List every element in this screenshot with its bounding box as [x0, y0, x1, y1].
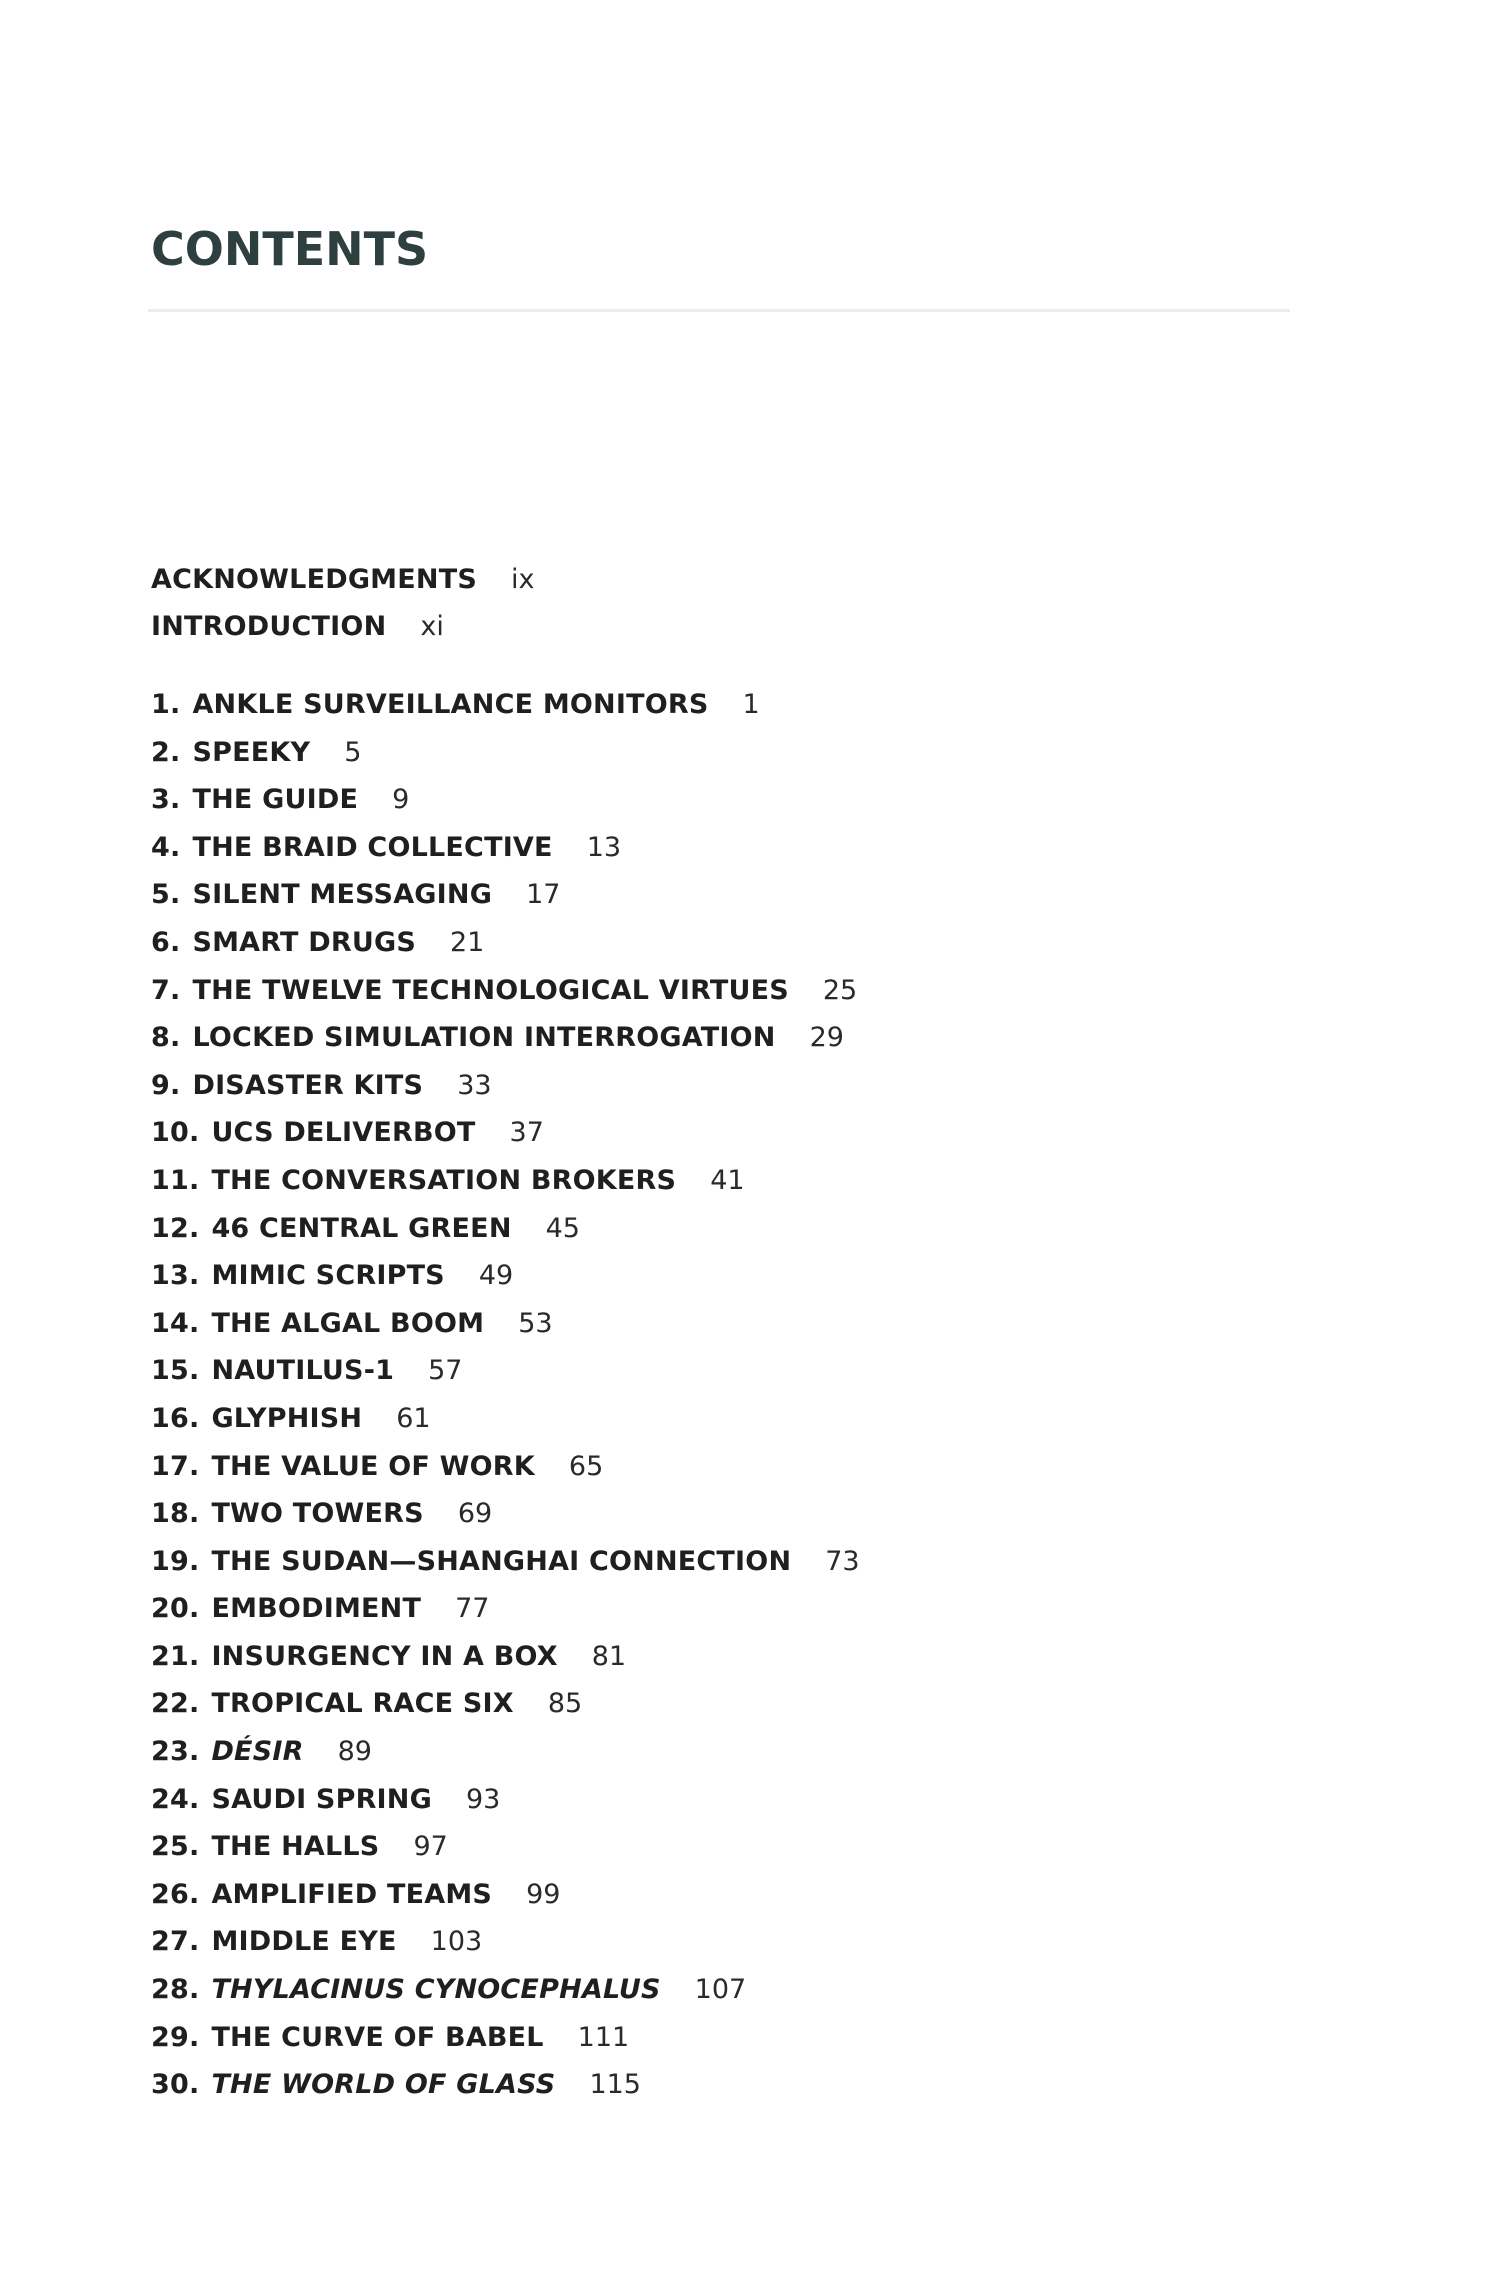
chapter-page-number: 25 [822, 974, 858, 1006]
chapter-number: 10. [151, 1117, 200, 1149]
chapter-title: NAUTILUS-1 [211, 1355, 395, 1387]
chapter-list [151, 681, 860, 2109]
chapter-page-number: 99 [526, 1878, 561, 1910]
chapter-entry[interactable] [151, 729, 860, 777]
chapter-page-number: 29 [809, 1022, 844, 1054]
chapter-entry[interactable] [151, 1062, 860, 1110]
front-matter-page: xi [420, 611, 444, 642]
chapter-entry[interactable] [151, 1776, 860, 1824]
chapter-title: SILENT MESSAGING [192, 879, 493, 911]
chapter-number: 16. [151, 1402, 200, 1434]
chapter-page-number: 37 [509, 1117, 544, 1149]
chapter-number: 26. [151, 1878, 200, 1910]
chapter-entry[interactable] [151, 871, 860, 919]
chapter-title: DISASTER KITS [192, 1069, 424, 1101]
chapter-title: THE GUIDE [192, 784, 359, 816]
chapter-entry[interactable] [151, 1680, 860, 1728]
chapter-title: SAUDI SPRING [211, 1783, 432, 1815]
chapter-title: SMART DRUGS [192, 926, 416, 958]
chapter-page-number: 53 [518, 1307, 553, 1339]
chapter-title: THE WORLD OF GLASS [211, 2069, 556, 2101]
chapter-page-number: 13 [586, 831, 622, 863]
front-matter-list [151, 556, 534, 650]
page-title: CONTENTS [151, 222, 429, 276]
chapter-entry[interactable] [151, 1966, 860, 2014]
chapter-entry[interactable] [151, 2061, 860, 2109]
chapter-title: SPEEKY [192, 736, 311, 768]
chapter-title: MIMIC SCRIPTS [211, 1260, 445, 1292]
chapter-entry[interactable] [151, 1871, 860, 1919]
chapter-title: THE BRAID COLLECTIVE [192, 831, 553, 863]
chapter-number: 2. [151, 736, 181, 768]
chapter-page-number: 57 [428, 1355, 463, 1387]
chapter-entry[interactable] [151, 1538, 860, 1586]
chapter-number: 15. [151, 1355, 200, 1387]
chapter-page-number: 81 [591, 1640, 627, 1672]
chapter-entry[interactable] [151, 1014, 860, 1062]
chapter-title: THE CONVERSATION BROKERS [211, 1164, 677, 1196]
chapter-title: TROPICAL RACE SIX [211, 1688, 514, 1720]
chapter-number: 7. [151, 974, 181, 1006]
chapter-entry[interactable] [151, 1157, 860, 1205]
chapter-page-number: 41 [710, 1164, 745, 1196]
chapter-entry[interactable] [151, 1918, 860, 1966]
chapter-page-number: 89 [337, 1736, 372, 1768]
chapter-entry[interactable] [151, 681, 860, 729]
chapter-title: DÉSIR [211, 1736, 304, 1768]
chapter-number: 25. [151, 1831, 200, 1863]
chapter-entry[interactable] [151, 967, 860, 1015]
chapter-number: 28. [151, 1974, 200, 2006]
chapter-entry[interactable] [151, 2014, 860, 2062]
chapter-page-number: 85 [547, 1688, 583, 1720]
chapter-title: THYLACINUS CYNOCEPHALUS [211, 1974, 661, 2006]
chapter-page-number: 61 [396, 1402, 431, 1434]
chapter-number: 6. [151, 926, 181, 958]
chapter-entry[interactable] [151, 1585, 860, 1633]
chapter-number: 13. [151, 1260, 200, 1292]
chapter-number: 23. [151, 1736, 200, 1768]
chapter-number: 12. [151, 1212, 200, 1244]
chapter-entry[interactable] [151, 1633, 860, 1681]
chapter-entry[interactable] [151, 1300, 860, 1348]
chapter-title: AMPLIFIED TEAMS [211, 1878, 493, 1910]
chapter-page-number: 1 [742, 689, 760, 720]
chapter-number: 14. [151, 1307, 200, 1339]
chapter-entry[interactable] [151, 1205, 860, 1253]
chapter-entry[interactable] [151, 1823, 860, 1871]
chapter-number: 29. [151, 2021, 200, 2053]
chapter-title: 46 CENTRAL GREEN [211, 1212, 512, 1244]
chapter-page-number: 111 [577, 2021, 630, 2053]
chapter-entry[interactable] [151, 776, 860, 824]
chapter-page-number: 97 [413, 1831, 448, 1863]
chapter-number: 4. [151, 831, 181, 863]
chapter-number: 30. [151, 2069, 200, 2101]
chapter-entry[interactable] [151, 1395, 860, 1443]
chapter-title: THE TWELVE TECHNOLOGICAL VIRTUES [192, 974, 789, 1006]
chapter-page-number: 49 [478, 1260, 514, 1292]
chapter-entry[interactable] [151, 1252, 860, 1300]
front-matter-item[interactable] [151, 603, 534, 650]
chapter-number: 27. [151, 1926, 200, 1958]
chapter-page-number: 17 [526, 879, 561, 911]
chapter-entry[interactable] [151, 1728, 860, 1776]
chapter-title: THE HALLS [211, 1831, 380, 1863]
chapter-entry[interactable] [151, 1443, 860, 1491]
chapter-title: GLYPHISH [211, 1402, 363, 1434]
chapter-title: THE ALGAL BOOM [211, 1307, 485, 1339]
chapter-entry[interactable] [151, 1109, 860, 1157]
front-matter-label: INTRODUCTION [151, 611, 387, 642]
chapter-title: THE VALUE OF WORK [211, 1450, 535, 1482]
chapter-number: 24. [151, 1783, 200, 1815]
chapter-title: MIDDLE EYE [211, 1926, 397, 1958]
front-matter-item[interactable] [151, 556, 534, 603]
chapter-number: 22. [151, 1688, 200, 1720]
title-divider [148, 309, 1290, 312]
chapter-title: INSURGENCY IN A BOX [211, 1640, 558, 1672]
chapter-page-number: 45 [545, 1212, 580, 1244]
chapter-page-number: 9 [392, 784, 410, 816]
chapter-page-number: 93 [465, 1783, 501, 1815]
chapter-number: 19. [151, 1545, 200, 1577]
chapter-title: THE CURVE OF BABEL [211, 2021, 544, 2053]
chapter-page-number: 77 [455, 1593, 490, 1625]
chapter-number: 21. [151, 1640, 200, 1672]
front-matter-label: ACKNOWLEDGMENTS [151, 564, 477, 595]
chapter-number: 1. [151, 689, 181, 720]
chapter-title: TWO TOWERS [211, 1498, 424, 1530]
chapter-page-number: 65 [568, 1450, 604, 1482]
chapter-page-number: 33 [457, 1069, 492, 1101]
chapter-page-number: 69 [457, 1498, 493, 1530]
chapter-page-number: 107 [694, 1974, 747, 2006]
front-matter-page: ix [510, 564, 535, 595]
chapter-page-number: 73 [825, 1545, 860, 1577]
chapter-title: ANKLE SURVEILLANCE MONITORS [192, 689, 709, 720]
chapter-page-number: 5 [344, 736, 362, 768]
chapter-title: THE SUDAN—SHANGHAI CONNECTION [211, 1545, 792, 1577]
chapter-entry[interactable] [151, 1490, 860, 1538]
chapter-title: LOCKED SIMULATION INTERROGATION [192, 1022, 776, 1054]
chapter-entry[interactable] [151, 1347, 860, 1395]
chapter-number: 11. [151, 1164, 200, 1196]
chapter-title: EMBODIMENT [211, 1593, 422, 1625]
chapter-page-number: 115 [589, 2069, 641, 2101]
chapter-number: 20. [151, 1593, 200, 1625]
chapter-entry[interactable] [151, 919, 860, 967]
chapter-page-number: 21 [450, 926, 485, 958]
chapter-page-number: 103 [430, 1926, 483, 1958]
chapter-number: 17. [151, 1450, 200, 1482]
chapter-number: 3. [151, 784, 181, 816]
chapter-number: 5. [151, 879, 181, 911]
chapter-number: 18. [151, 1498, 200, 1530]
chapter-entry[interactable] [151, 824, 860, 872]
chapter-title: UCS DELIVERBOT [211, 1117, 476, 1149]
chapter-number: 9. [151, 1069, 181, 1101]
chapter-number: 8. [151, 1022, 181, 1054]
